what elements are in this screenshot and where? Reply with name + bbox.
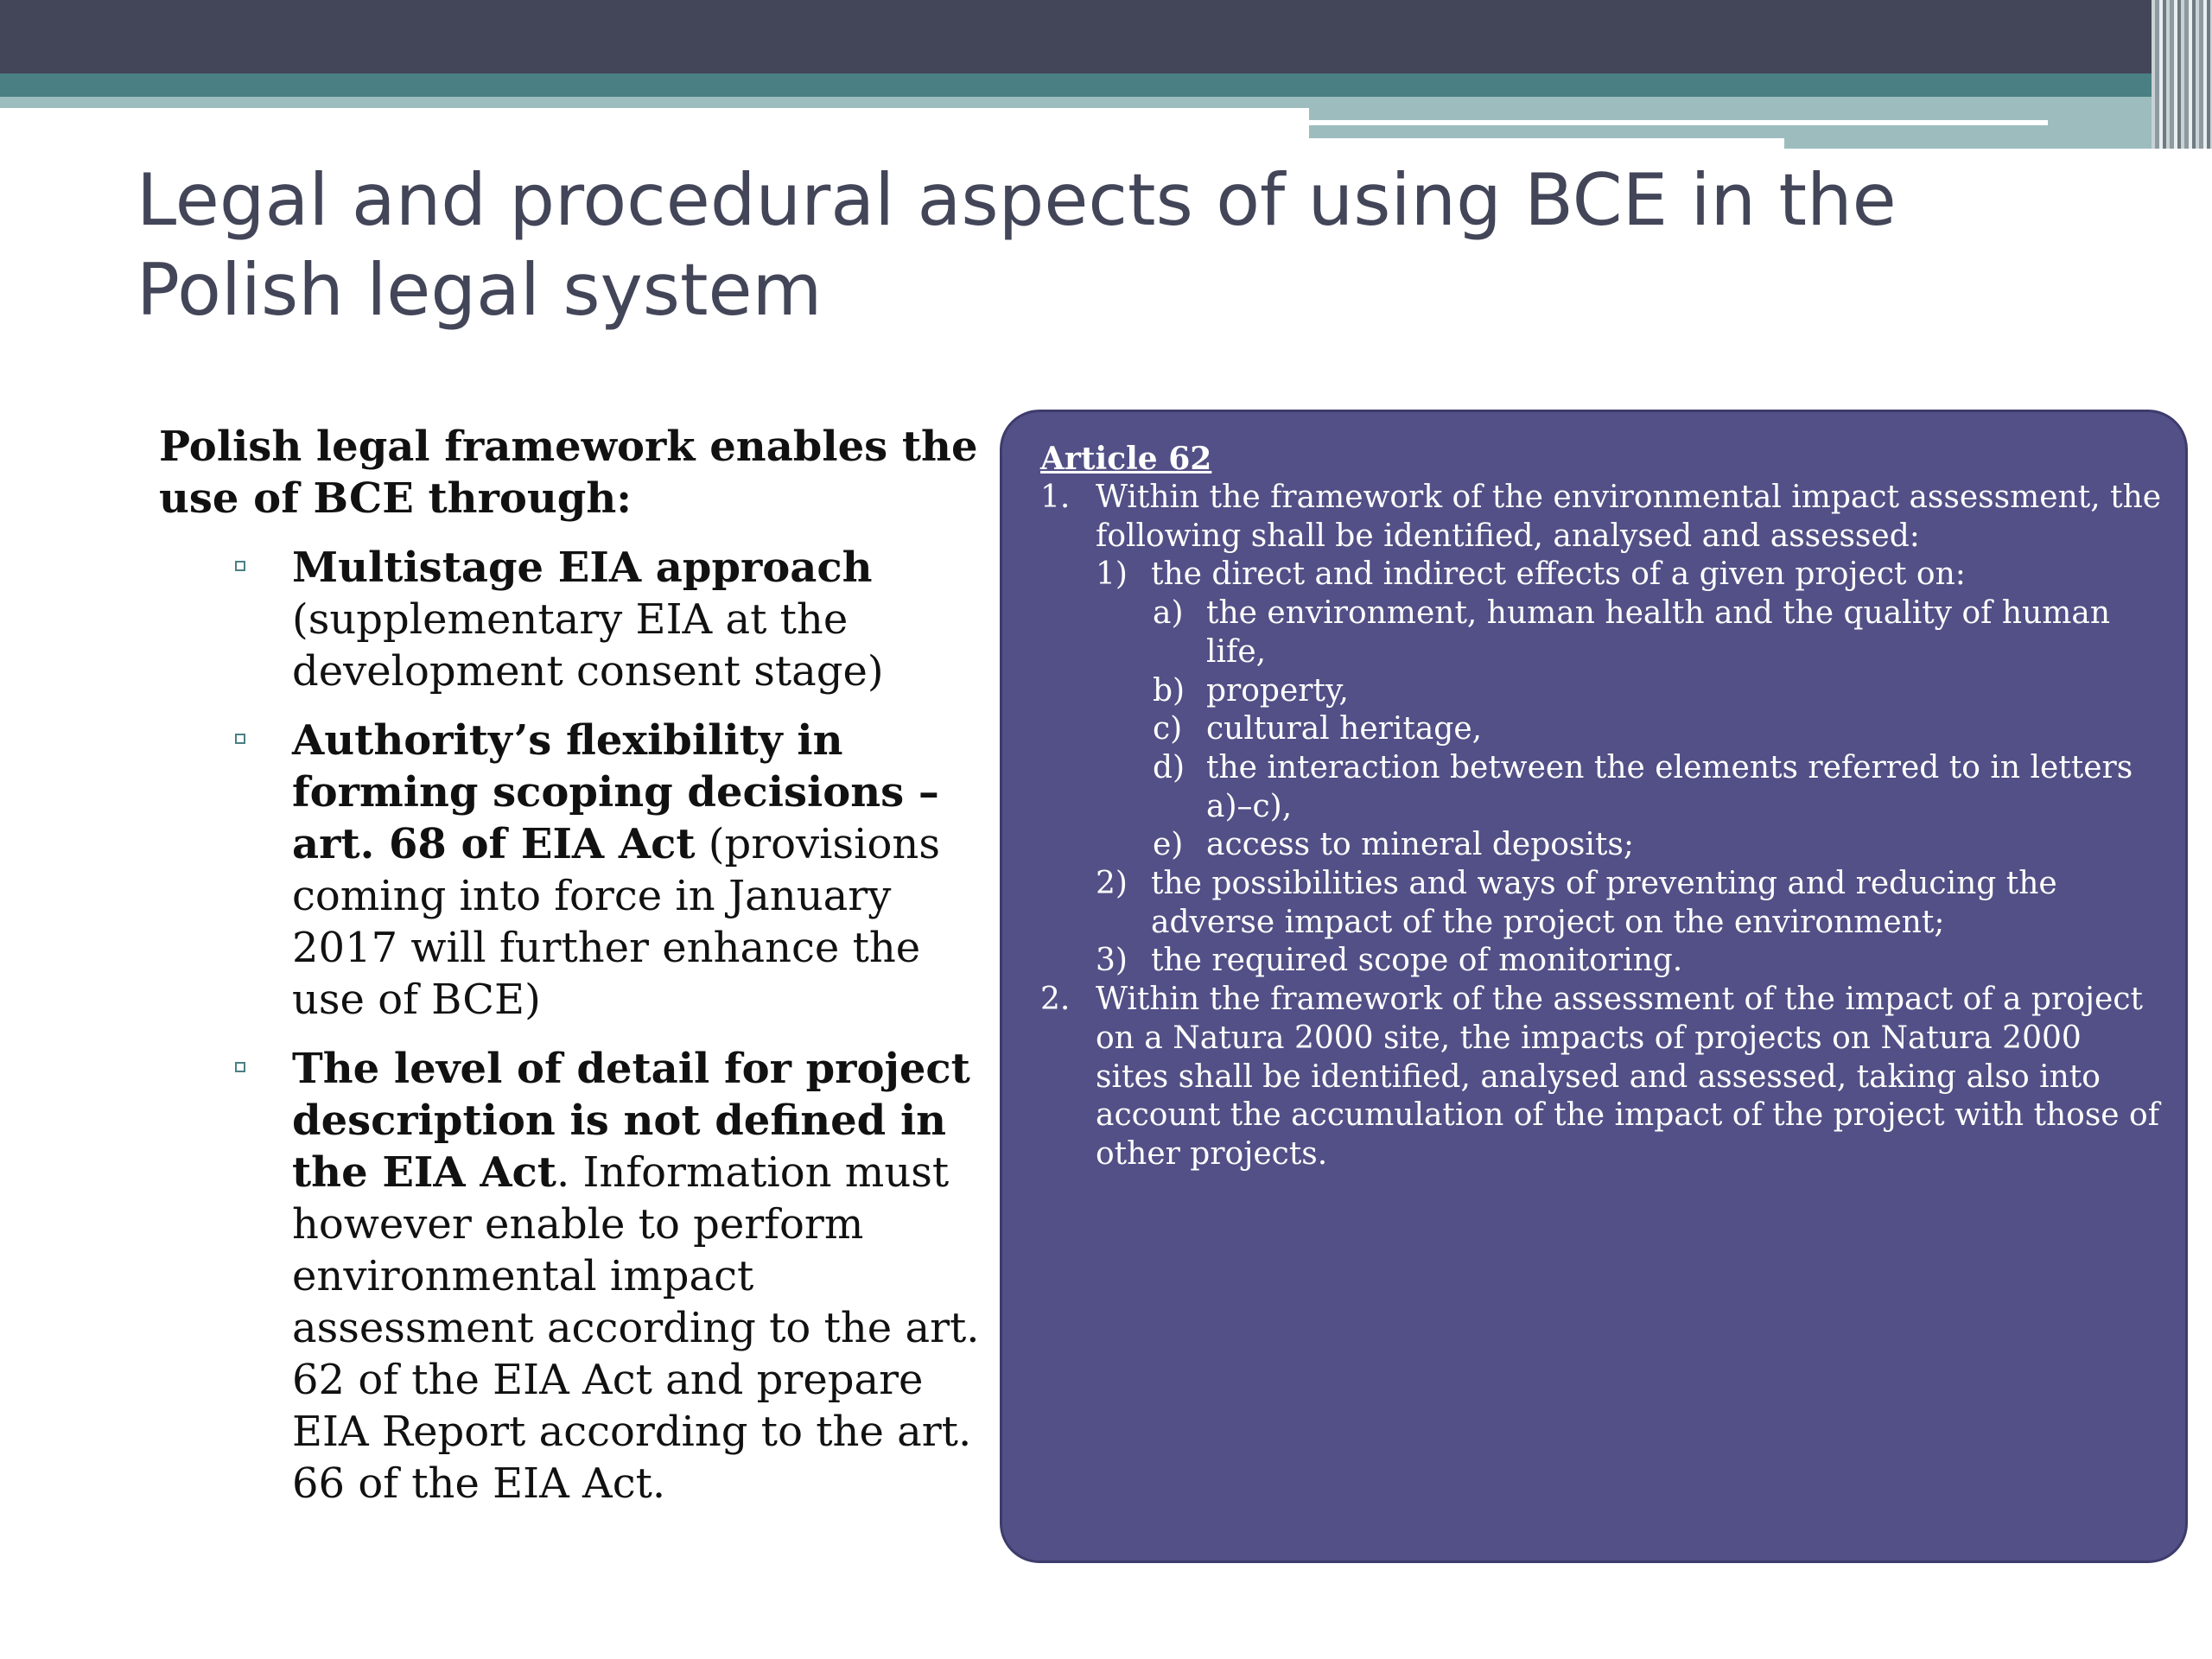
bullet-text: . Information must however enable to perform environmental impact assessment according to the art. 62 of the EIA Act and prepare EIA Report according to the art. 66 of the EIA Act. [292, 1148, 980, 1508]
article-item [1040, 479, 2164, 556]
header-accent-line-2 [1309, 138, 1784, 149]
article-item [1040, 942, 2164, 981]
article-item [1040, 672, 2164, 711]
bullet-item [159, 1043, 988, 1510]
article-item [1040, 826, 2164, 865]
item-number: 1. [1040, 480, 1071, 515]
article-item [1040, 594, 2164, 671]
item-text: property, [1206, 672, 1349, 709]
header-accent-line [1309, 120, 2048, 125]
item-number: e) [1153, 827, 1184, 863]
article-item [1040, 981, 2164, 1174]
item-text: Within the framework of the environmental impact assessment, the following shall be identified, analysed and assessed: [1096, 480, 2162, 554]
left-column [159, 421, 988, 1527]
bullet-list [159, 542, 988, 1510]
item-text: the required scope of monitoring. [1151, 943, 1683, 979]
article-item [1040, 710, 2164, 749]
item-number: 3) [1096, 943, 1128, 979]
square-bullet-icon [235, 734, 245, 744]
intro-text: Polish legal framework enables the use of BCE through: [159, 423, 978, 523]
item-text: the possibilities and ways of preventing and reducing the adverse impact of the project on the environment; [1151, 866, 2057, 940]
article-62-box [1000, 410, 2188, 1563]
square-bullet-icon [235, 1062, 245, 1072]
header-bar-light [0, 97, 1309, 108]
bullet-item [159, 542, 988, 697]
item-number: d) [1153, 749, 1185, 785]
bullet-text: (supplementary EIA at the development consent stage) [292, 595, 884, 696]
bullet-bold-text: Authority’s flexibility in forming scoping decisions – art. 68 of EIA Act [292, 716, 939, 868]
item-number: 2) [1096, 866, 1128, 902]
bullet-bold-text: The level of detail for project description is not defined in the EIA Act [292, 1045, 970, 1197]
header-bar-teal [0, 73, 2212, 97]
article-item [1040, 865, 2164, 942]
item-text: the environment, human health and the quality of human life, [1206, 595, 2111, 670]
bullet-bold-text: Multistage EIA approach [292, 543, 873, 592]
item-number: a) [1153, 595, 1184, 632]
bullet-item [159, 715, 988, 1026]
header-stripes [2152, 0, 2212, 149]
item-text: cultural heritage, [1206, 711, 1483, 747]
item-text: access to mineral deposits; [1206, 827, 1634, 863]
item-text: Within the framework of the assessment of the impact of a project on a Natura 2000 site, the impacts of projects on Natura 2000 sites shall be identified, analysed and assessed, taking also into account the accumulation of the impact of the project with those of other projects. [1096, 982, 2160, 1172]
item-number: b) [1153, 672, 1185, 709]
article-title: Article 62 [1040, 441, 1212, 477]
header-bar-dark [0, 0, 2212, 73]
item-number: c) [1153, 711, 1183, 747]
article-item [1040, 556, 2164, 594]
article-items [1040, 479, 2164, 1174]
bullet-text: (provisions coming into force in January 2017 will further enhance the use of BCE) [292, 820, 940, 1024]
item-number: 2. [1040, 982, 1071, 1018]
item-text: the interaction between the elements referred to in letters a)–c), [1206, 749, 2133, 824]
item-number: 1) [1096, 556, 1128, 593]
square-bullet-icon [235, 561, 245, 571]
slide-title: Legal and procedural aspects of using BCE in the Polish legal system [137, 158, 1897, 332]
article-item [1040, 749, 2164, 826]
item-text: the direct and indirect effects of a given project on: [1151, 556, 1966, 593]
